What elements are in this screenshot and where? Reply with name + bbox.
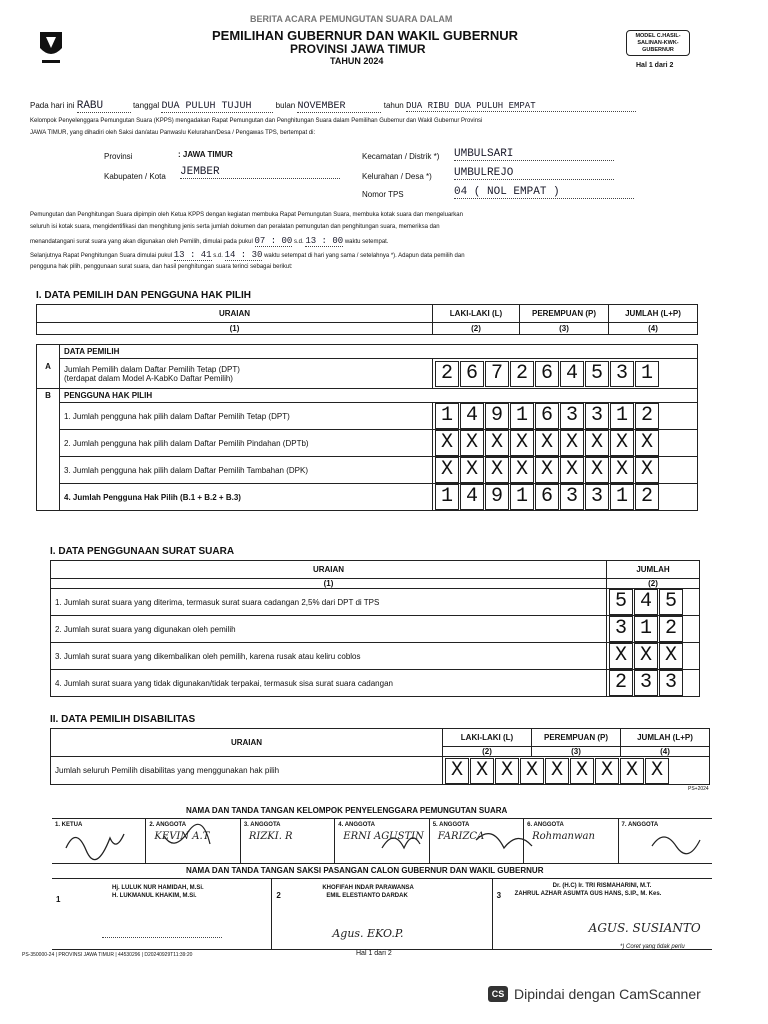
digit: X	[595, 758, 619, 784]
saksi-name: KHOFIFAH INDAR PARAWANSA	[322, 885, 414, 891]
digit: X	[470, 758, 494, 784]
table-row	[37, 457, 698, 484]
kpps-role: 2. ANGGOTA	[149, 822, 187, 828]
intro-pada: Pada hari ini	[30, 101, 75, 110]
digit: X	[610, 430, 634, 456]
table-row	[37, 484, 698, 511]
intro-tanggal: DUA PULUH TUJUH	[161, 101, 273, 113]
saksi-grid	[52, 878, 712, 950]
intro-line	[30, 100, 636, 113]
digit: 6	[535, 484, 559, 510]
logo	[38, 28, 64, 66]
a-digit: 6	[535, 361, 559, 387]
col-lp-3: JUMLAH (L+P)	[621, 729, 710, 747]
num-1: (1)	[37, 323, 433, 335]
table-row	[37, 403, 698, 430]
dis-row-label: Jumlah seluruh Pemilih disabilitas yang menggunakan hak pilih	[51, 757, 443, 785]
page-number: Hal 1 dari 2	[636, 62, 674, 69]
col-p-3: PEREMPUAN (P)	[532, 729, 621, 747]
para-3-text: menandatangani surat suara yang akan digunakan oleh Pemilih, dimulai pada pukul	[30, 239, 253, 245]
col-p: PEREMPUAN (P)	[520, 305, 609, 323]
signature-scribbles	[52, 818, 712, 862]
saksi-name: Hj. LULUK NUR HAMIDAH, M.Si.	[112, 885, 204, 891]
digit: X	[635, 430, 659, 456]
header-line0: BERITA ACARA PEMUNGUTAN SUARA DALAM	[250, 14, 453, 24]
sd-1: s.d.	[293, 239, 304, 245]
digit: X	[520, 758, 544, 784]
b-row-label: 3. Jumlah pengguna hak pilih dalam Daftar Pemilih Tambahan (DPK)	[60, 457, 433, 484]
digit: X	[609, 643, 633, 669]
digit: 2	[635, 484, 659, 510]
digit: 2	[659, 616, 683, 642]
col-uraian-3: URAIAN	[51, 729, 443, 757]
para-4-text: Selanjutnya Rapat Penghitungan Suara dimulai pukul	[30, 253, 173, 259]
para-5: pengguna hak pilih, penggunaan surat suara, dan hasil penghitungan suara terinci sebagai berikut:	[30, 264, 293, 270]
tps-value: 04 ( NOL EMPAT )	[454, 186, 634, 199]
a-row-text2: (terdapat dalam Model A-KabKo Daftar Pemilih)	[64, 373, 233, 383]
intro-tanggal-label: tanggal	[132, 101, 160, 110]
saksi-num: 2	[276, 891, 281, 900]
footer-code: PS-350000-24 | PROVINSI JAWA TIMUR | 44530296 | D20240929T11:39:20	[22, 952, 193, 958]
num-4: (4)	[609, 323, 698, 335]
digit: 3	[634, 670, 658, 696]
b-row-label: 2. Jumlah pengguna hak pilih dalam Daftar Pemilih Pindahan (DPTb)	[60, 430, 433, 457]
a-row-text: Jumlah Pemilih dalam Daftar Pemilih Tetap (DPT)	[64, 364, 240, 374]
section-2-table	[50, 560, 700, 697]
digit: 9	[485, 403, 509, 429]
header-title: PEMILIHAN GUBERNUR DAN WAKIL GUBERNUR	[212, 28, 518, 43]
camscanner-icon: CS	[488, 986, 508, 1002]
kpps-name: Rohmanwan	[532, 831, 595, 842]
model-code: MODEL C.HASIL-SALINAN-KWK-GUBERNUR	[635, 33, 681, 53]
saksi-title: NAMA DAN TANDA TANGAN SAKSI PASANGAN CALON GUBERNUR DAN WAKIL GUBERNUR	[186, 866, 544, 875]
digit: X	[545, 758, 569, 784]
digit: 1	[610, 403, 634, 429]
digit: X	[634, 643, 658, 669]
b-row-values	[433, 457, 698, 484]
para-4b: waktu setempat di hari yang sama / setelahnya *). Adapun data pemilih dan	[264, 253, 465, 259]
a-row-label	[60, 359, 433, 389]
table-row	[51, 589, 700, 616]
digit: 2	[635, 403, 659, 429]
digit: X	[560, 457, 584, 483]
intro-tahun-label: tahun	[383, 101, 404, 110]
kecamatan-value: UMBULSARI	[454, 148, 614, 161]
b-row-label: 1. Jumlah pengguna hak pilih dalam Daftar Pemilih Tetap (DPT)	[60, 403, 433, 430]
digit: X	[635, 457, 659, 483]
a-digit: 6	[460, 361, 484, 387]
saksi-name2: EMIL ELESTIANTO DARDAK	[326, 893, 408, 899]
num-4-3: (4)	[621, 747, 710, 757]
digit: 3	[585, 484, 609, 510]
a-digit: 3	[610, 361, 634, 387]
header-year: TAHUN 2024	[330, 56, 384, 66]
kpps-name: FARIZCA	[437, 831, 485, 842]
table-row	[51, 757, 710, 785]
camscanner-text: Dipindai dengan CamScanner	[514, 986, 701, 1002]
digit: 2	[609, 670, 633, 696]
digit: 3	[609, 616, 633, 642]
intro-text2: JAWA TIMUR, yang dihadiri oleh Saksi dan/atau Panwaslu Kelurahan/Desa / Pengawas TPS, bertempat di:	[30, 130, 316, 136]
camscanner-badge	[488, 986, 701, 1002]
b-row-values	[433, 403, 698, 430]
table-row	[37, 430, 698, 457]
ss-row-label: 2. Jumlah surat suara yang digunakan oleh pemilih	[51, 616, 607, 643]
saksi-signature: AGUS. SUSIANTO	[588, 921, 701, 935]
digit: X	[445, 758, 469, 784]
para-3b: waktu setempat.	[344, 239, 389, 245]
ss-values	[607, 643, 700, 670]
a-digit: 4	[560, 361, 584, 387]
saksi-name2: ZAHRUL AZHAR ASUMTA GUS HANS, S.IP., M. Kes.	[514, 891, 662, 897]
kpps-name: ERNI AGUSTIN	[343, 831, 424, 842]
digit: 4	[460, 403, 484, 429]
saksi-signature: Agus. EKO.P.	[332, 927, 404, 940]
kpps-name: KEVIN A.T	[154, 831, 210, 842]
kpps-role: 5. ANGGOTA	[432, 822, 470, 828]
digit: 1	[610, 484, 634, 510]
footer-note: *) Coret yang tidak perlu	[620, 944, 685, 950]
model-box	[626, 30, 690, 56]
intro-tahun: DUA RIBU DUA PULUH EMPAT	[406, 101, 636, 112]
kabupaten-label: Kabupaten / Kota	[104, 172, 166, 181]
col-lp: JUMLAH (L+P)	[609, 305, 698, 323]
ss-row-label: 3. Jumlah surat suara yang dikembalikan oleh pemilih, karena rusak atau keliru coblos	[51, 643, 607, 670]
col-jumlah: JUMLAH	[607, 561, 700, 579]
col-uraian: URAIAN	[37, 305, 433, 323]
ss-row-label: 4. Jumlah surat suara yang tidak digunakan/tidak terpakai, termasuk sisa surat suara cadangan	[51, 670, 607, 697]
section-3-title: II. DATA PEMILIH DISABILITAS	[50, 714, 196, 725]
num-3-3: (3)	[532, 747, 621, 757]
saksi-name: Dr. (H.C) Ir. TRI RISMAHARINI, M.T.	[552, 883, 652, 889]
digit: X	[585, 457, 609, 483]
signature-line	[102, 937, 222, 938]
saksi-cell-2	[272, 879, 492, 949]
digit: 3	[659, 670, 683, 696]
desa-label: Kelurahan / Desa *)	[362, 172, 432, 181]
time-count-start: 13 : 41	[173, 250, 212, 260]
a-title: DATA PEMILIH	[60, 345, 698, 359]
a-letter: A	[37, 345, 60, 389]
saksi-cell-1	[52, 879, 272, 949]
digit: 3	[585, 403, 609, 429]
digit: X	[560, 430, 584, 456]
digit: X	[460, 457, 484, 483]
a-digit: 1	[635, 361, 659, 387]
kpps-title: NAMA DAN TANDA TANGAN KELOMPOK PENYELENGGARA PEMUNGUTAN SUARA	[186, 806, 508, 815]
section-1-table	[36, 304, 698, 511]
form-code: PS+2024	[688, 786, 709, 792]
sd-2: s.d.	[213, 253, 223, 259]
para-1: Pemungutan dan Penghitungan Suara dipimpin oleh Ketua KPPS dengan kegiatan membuka Rapat Pemungutan Suara, membuka kotak suara dan mengeluarkan	[30, 212, 463, 218]
digit: X	[495, 758, 519, 784]
digit: X	[570, 758, 594, 784]
footer-page: Hal 1 dari 2	[356, 950, 392, 957]
intro-hari: RABU	[77, 100, 131, 113]
digit: X	[610, 457, 634, 483]
para-2: seluruh isi kotak suara, mengidentifikasi dan menghitung jenis serta jumlah dokumen dan peralatan pemungutan dan penghitungan suara, memeriksa dan	[30, 224, 440, 230]
kpps-role: 7. ANGGOTA	[621, 822, 659, 828]
dis-values	[443, 757, 710, 785]
ss-values	[607, 670, 700, 697]
table-row	[51, 670, 700, 697]
digit: X	[510, 457, 534, 483]
num-2-3: (2)	[443, 747, 532, 757]
digit: 1	[435, 484, 459, 510]
section-3-table	[50, 728, 710, 785]
tps-label: Nomor TPS	[362, 190, 404, 199]
desa-value: UMBULREJO	[454, 167, 614, 180]
section-1-title: I. DATA PEMILIH DAN PENGGUNA HAK PILIH	[36, 290, 251, 301]
intro-bulan: NOVEMBER	[297, 101, 381, 113]
para-3	[30, 236, 389, 246]
digit: X	[510, 430, 534, 456]
digit: X	[645, 758, 669, 784]
time-count-end: 14 : 30	[224, 250, 263, 260]
a-digit: 5	[585, 361, 609, 387]
saksi-cell-3	[493, 879, 712, 949]
kpps-role: 4. ANGGOTA	[338, 822, 375, 828]
ss-values	[607, 589, 700, 616]
para-4	[30, 250, 465, 260]
a-digit: 7	[485, 361, 509, 387]
time-start: 07 : 00	[254, 236, 293, 246]
kpps-role: 3. ANGGOTA	[243, 822, 281, 828]
col-uraian-2: URAIAN	[51, 561, 607, 579]
digit: X	[485, 457, 509, 483]
digit: 4	[460, 484, 484, 510]
a-digit: 2	[510, 361, 534, 387]
digit: 4	[634, 589, 658, 615]
table-row	[51, 616, 700, 643]
ss-row-label: 1. Jumlah surat suara yang diterima, termasuk surat suara cadangan 2,5% dari DPT di TPS	[51, 589, 607, 616]
kabupaten-value: JEMBER	[180, 166, 340, 179]
saksi-num: 3	[496, 891, 502, 900]
digit: 9	[485, 484, 509, 510]
intro-bulan-label: bulan	[275, 101, 296, 110]
col-l: LAKI-LAKI (L)	[433, 305, 520, 323]
table-row	[51, 643, 700, 670]
saksi-num: 1	[56, 895, 61, 904]
provinsi-value: : JAWA TIMUR	[178, 150, 233, 159]
time-end: 13 : 00	[305, 236, 344, 246]
b-row-values	[433, 484, 698, 511]
kpps-role: 6. ANGGOTA	[527, 822, 564, 828]
digit: 1	[510, 484, 534, 510]
digit: 6	[535, 403, 559, 429]
digit: 1	[634, 616, 658, 642]
header-province: PROVINSI JAWA TIMUR	[290, 42, 426, 56]
digit: X	[585, 430, 609, 456]
b-title: PENGGUNA HAK PILIH	[60, 389, 698, 403]
digit: X	[620, 758, 644, 784]
digit: X	[535, 457, 559, 483]
digit: 3	[560, 403, 584, 429]
kpps-role: 1. KETUA	[55, 822, 83, 828]
intro-text1: Kelompok Penyelenggara Pemungutan Suara (KPPS) mengadakan Rapat Pemungutan dan Penghitungan Suara dalam Pemilihan Gubernur dan Wakil Gubernur Provinsi	[30, 118, 483, 124]
ss-values	[607, 616, 700, 643]
kpps-name: RIZKI. R	[248, 831, 293, 842]
digit: 1	[435, 403, 459, 429]
col-l-3: LAKI-LAKI (L)	[443, 729, 532, 747]
digit: 5	[609, 589, 633, 615]
digit: 5	[659, 589, 683, 615]
num-3: (3)	[520, 323, 609, 335]
b-row-label: 4. Jumlah Pengguna Hak Pilih (B.1 + B.2 + B.3)	[60, 484, 433, 511]
kecamatan-label: Kecamatan / Distrik *)	[362, 152, 440, 161]
digit: X	[460, 430, 484, 456]
num-1-2: (1)	[51, 579, 607, 589]
digit: X	[435, 457, 459, 483]
digit: X	[485, 430, 509, 456]
digit: 1	[510, 403, 534, 429]
digit: X	[659, 643, 683, 669]
digit: X	[535, 430, 559, 456]
provinsi-label: Provinsi	[104, 152, 133, 161]
a-digit: 2	[435, 361, 459, 387]
saksi-name2: H. LUKMANUL KHAKIM, M.Si.	[112, 893, 197, 899]
digit: 3	[560, 484, 584, 510]
num-2: (2)	[433, 323, 520, 335]
digit: X	[435, 430, 459, 456]
a-values	[433, 359, 698, 389]
b-row-values	[433, 430, 698, 457]
b-letter: B	[37, 389, 60, 511]
num-2-2: (2)	[607, 579, 700, 589]
section-2-title: I. DATA PENGGUNAAN SURAT SUARA	[50, 546, 235, 557]
